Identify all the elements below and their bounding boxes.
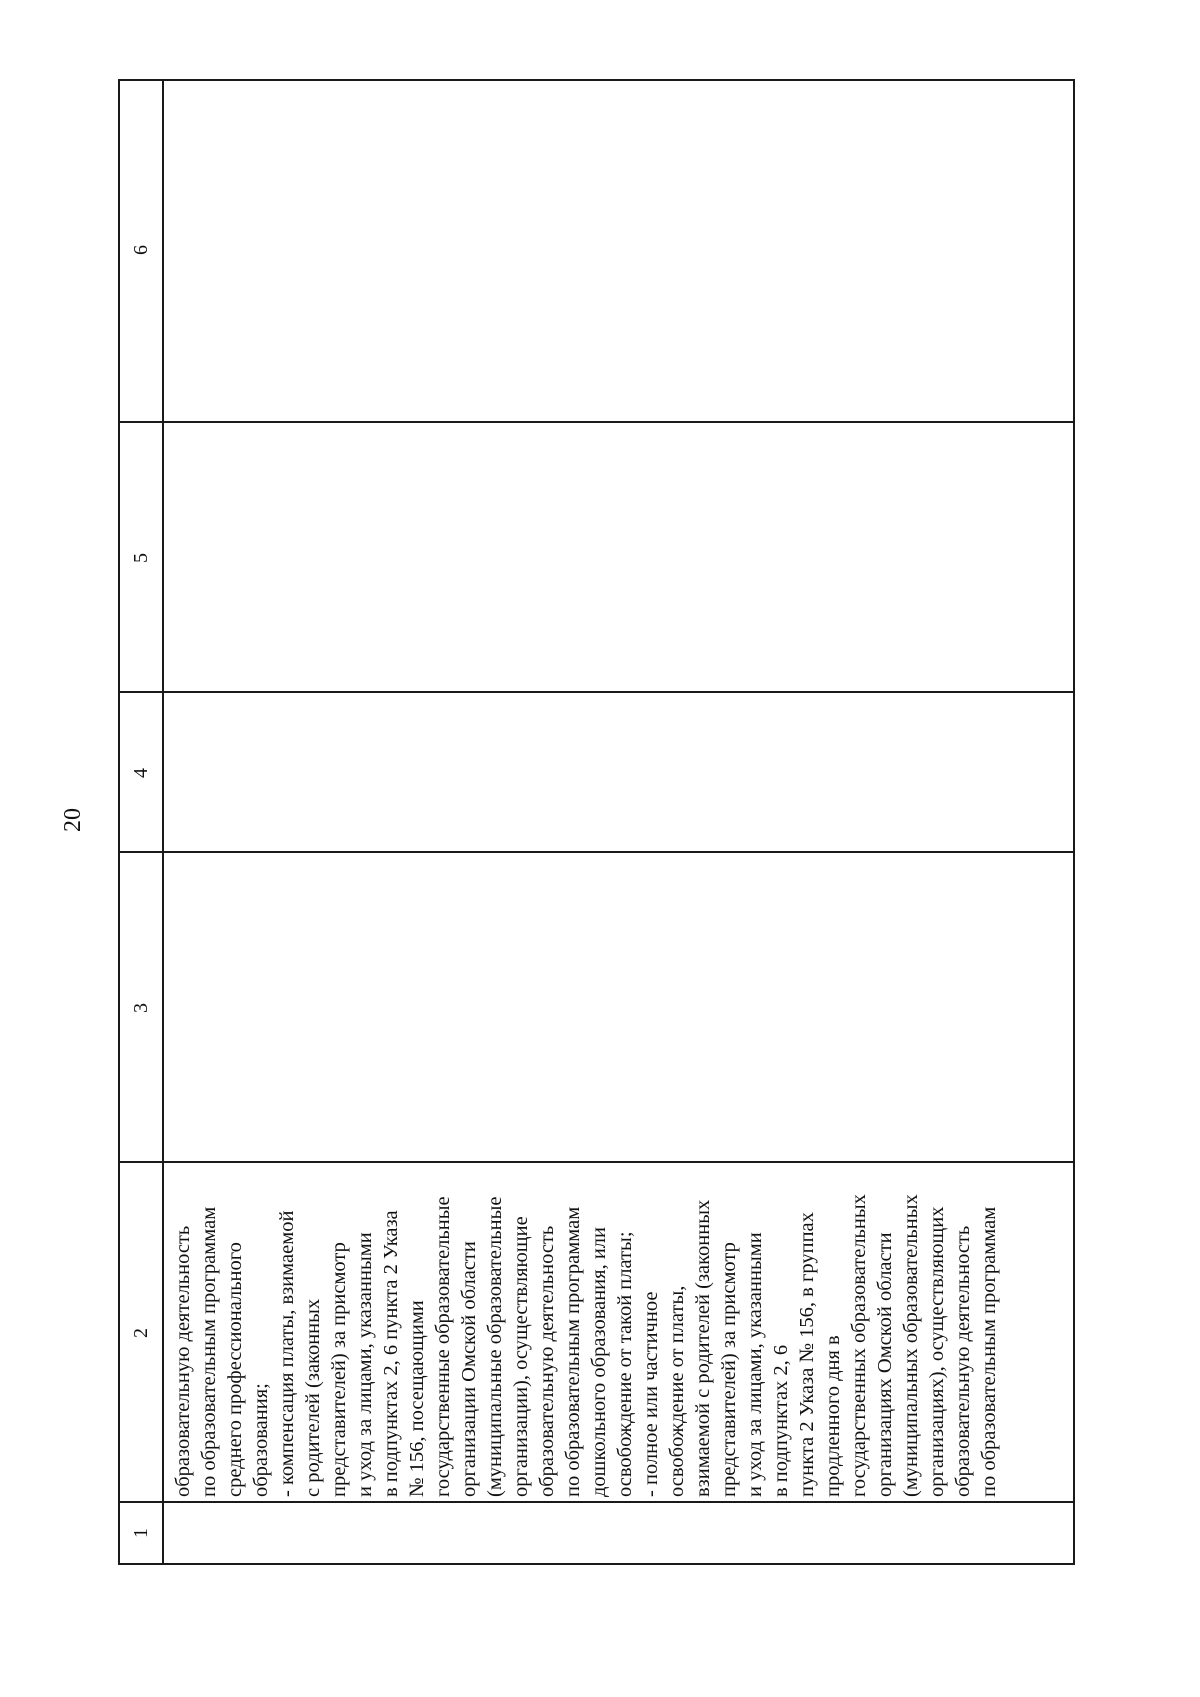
column-divider bbox=[120, 691, 1073, 693]
text-line: представителей) за присмотр bbox=[718, 1242, 740, 1497]
text-line: и уход за лицами, указанными bbox=[354, 1232, 376, 1497]
header-cell-6: 6 bbox=[130, 245, 152, 255]
text-line: образовательную деятельность bbox=[172, 1225, 194, 1497]
text-line: - компенсация платы, взимаемой bbox=[276, 1210, 298, 1497]
header-cell-1: 1 bbox=[130, 1528, 152, 1538]
header-cell-3: 3 bbox=[130, 1003, 152, 1013]
text-line: с родителей (законных bbox=[302, 1298, 324, 1497]
text-line: (муниципальные образовательные bbox=[484, 1196, 506, 1497]
text-line: продленного дня в bbox=[822, 1335, 844, 1497]
text-line: по образовательным программам bbox=[562, 1206, 584, 1497]
column-divider bbox=[120, 1161, 1073, 1163]
data-table bbox=[118, 79, 1075, 1565]
header-cell-4: 4 bbox=[130, 768, 152, 778]
text-line: организации), осуществляющие bbox=[510, 1216, 532, 1497]
text-line: образовательную деятельность bbox=[536, 1225, 558, 1497]
text-line: государственные образовательные bbox=[432, 1196, 454, 1497]
text-line: освобождение от такой платы; bbox=[614, 1231, 636, 1497]
text-line: организации Омской области bbox=[458, 1241, 480, 1497]
text-line: - полное или частичное bbox=[640, 1291, 662, 1497]
text-line: взимаемой с родителей (законных bbox=[692, 1199, 714, 1497]
text-line: в подпунктах 2, 6 пункта 2 Указа bbox=[380, 1210, 402, 1497]
column-divider bbox=[120, 851, 1073, 853]
text-line: организациях), осуществляющих bbox=[926, 1206, 948, 1497]
text-line: дошкольного образования, или bbox=[588, 1227, 610, 1497]
text-line: представителей) за присмотр bbox=[328, 1242, 350, 1497]
text-line: образования; bbox=[250, 1383, 272, 1497]
text-line: и уход за лицами, указанными bbox=[744, 1232, 766, 1497]
text-line: в подпунктах 2, 6 bbox=[770, 1344, 792, 1497]
text-line: № 156, посещающими bbox=[406, 1300, 428, 1497]
text-line: пункта 2 Указа № 156, в группах bbox=[796, 1212, 818, 1497]
column-divider bbox=[120, 1501, 1073, 1503]
header-cell-2: 2 bbox=[130, 1328, 152, 1338]
page-number: 20 bbox=[60, 808, 86, 832]
text-line: по образовательным программам bbox=[978, 1206, 1000, 1497]
text-line: образовательную деятельность bbox=[952, 1225, 974, 1497]
cell-col2-text bbox=[170, 1194, 1002, 1497]
text-line: освобождение от платы, bbox=[666, 1285, 688, 1497]
column-divider bbox=[120, 421, 1073, 423]
text-line: государственных образовательных bbox=[848, 1194, 870, 1497]
table-container bbox=[118, 79, 1075, 1565]
header-cell-5: 5 bbox=[130, 553, 152, 563]
text-line: (муниципальных образовательных bbox=[900, 1194, 922, 1497]
text-line: по образовательным программам bbox=[198, 1206, 220, 1497]
text-line: организациях Омской области bbox=[874, 1232, 896, 1497]
text-line: среднего профессионального bbox=[224, 1242, 246, 1497]
